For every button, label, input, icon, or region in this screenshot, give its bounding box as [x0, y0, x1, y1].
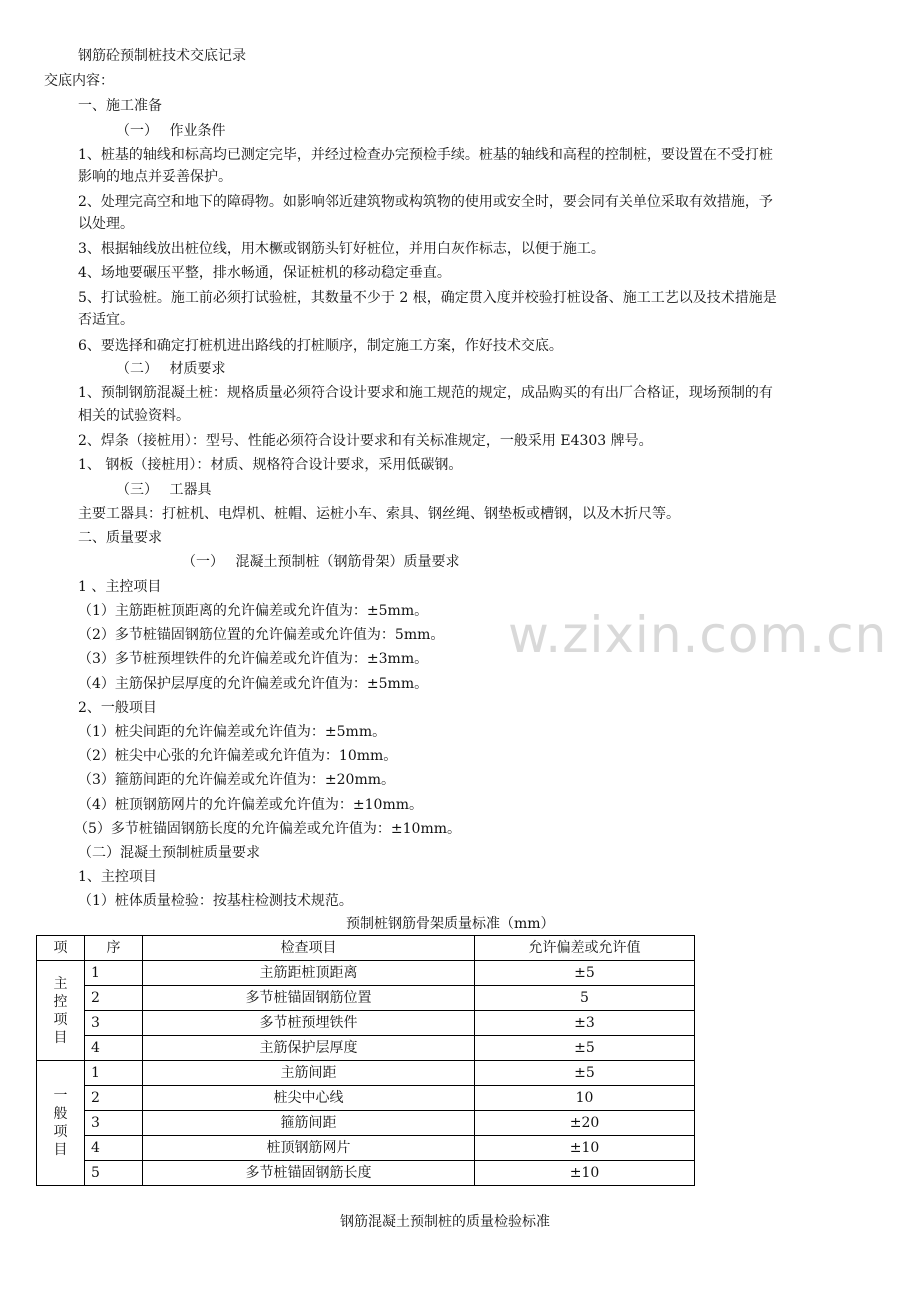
table-caption: 预制桩钢筋骨架质量标准（mm）	[346, 916, 555, 932]
text-line: 1、主控项目	[78, 869, 157, 885]
item-cell: 箍筋间距	[143, 1111, 475, 1136]
seq-cell: 3	[85, 1111, 143, 1136]
item-cell: 多节桩预埋铁件	[143, 1011, 475, 1036]
table-row	[37, 1011, 695, 1036]
text-line: （3）箍筋间距的允许偏差或允许值为：±20mm。	[78, 772, 396, 788]
text-line: 1、桩基的轴线和标高均已测定完毕，并经过检查办完预检手续。桩基的轴线和高程的控制桩，要设置在不受打桩	[78, 147, 773, 163]
seq-cell: 1	[85, 961, 143, 986]
text-line: （5）多节桩锚固钢筋长度的允许偏差或允许值为：±10mm。	[74, 821, 462, 837]
table-row	[37, 1036, 695, 1061]
value-cell: ±10	[475, 1161, 695, 1186]
text-line: 1、 钢板（接桩用）：材质、规格符合设计要求，采用低碳钢。	[78, 457, 463, 473]
text-line: 1 、主控项目	[78, 579, 162, 595]
table-row	[37, 986, 695, 1011]
text-line: （1）桩尖间距的允许偏差或允许值为：±5mm。	[78, 724, 387, 740]
text-line: 2、处理完高空和地下的障碍物。如影响邻近建筑物或构筑物的使用或安全时，要会同有关单位采取有效措施，予	[78, 194, 773, 210]
text-line: 2、一般项目	[78, 700, 157, 716]
value-cell: ±5	[475, 1061, 695, 1086]
text-line: 主要工器具：打桩机、电焊机、桩帽、运桩小车、索具、钢丝绳、钢垫板或槽钢，以及木折尺等。	[78, 506, 680, 522]
text-line: 6、要选择和确定打桩机进出路线的打桩顺序，制定施工方案，作好技术交底。	[78, 338, 563, 354]
group-cell-general	[37, 1061, 85, 1186]
item-cell: 桩尖中心线	[143, 1086, 475, 1111]
table-row	[37, 961, 695, 986]
header-value: 允许偏差或允许值	[475, 936, 695, 961]
text-line: 否适宜。	[78, 312, 134, 328]
subsection-heading: （二）混凝土预制桩质量要求	[78, 845, 260, 861]
item-cell: 多节桩锚固钢筋位置	[143, 986, 475, 1011]
footer-title: 钢筋混凝土预制桩的质量检验标准	[340, 1214, 550, 1230]
subsection-heading: （二） 材质要求	[116, 361, 226, 377]
watermark: w.zixin.com.cn	[508, 606, 888, 664]
value-cell: 10	[475, 1086, 695, 1111]
subsection-heading: （一） 作业条件	[116, 123, 226, 139]
header-seq: 序	[85, 936, 143, 961]
table-row	[37, 1086, 695, 1111]
seq-cell: 2	[85, 1086, 143, 1111]
table-row	[37, 1161, 695, 1186]
item-cell: 主筋保护层厚度	[143, 1036, 475, 1061]
seq-cell: 3	[85, 1011, 143, 1036]
text-line: （4）桩顶钢筋网片的允许偏差或允许值为：±10mm。	[78, 797, 424, 813]
text-line: （2）桩尖中心张的允许偏差或允许值为：10mm。	[78, 748, 398, 764]
value-cell: 5	[475, 986, 695, 1011]
text-line: 以处理。	[78, 216, 134, 232]
header-item: 检查项目	[143, 936, 475, 961]
section-heading: 二、质量要求	[78, 530, 162, 546]
table-row	[37, 1136, 695, 1161]
table-header-row	[37, 936, 695, 961]
item-cell: 多节桩锚固钢筋长度	[143, 1161, 475, 1186]
text-line: （1）桩体质量检验：按基柱检测技术规范。	[78, 893, 353, 909]
text-line: 4、场地要碾压平整，排水畅通，保证桩机的移动稳定垂直。	[78, 265, 451, 281]
item-cell: 桩顶钢筋网片	[143, 1136, 475, 1161]
header-category: 项	[37, 936, 85, 961]
document-title: 钢筋砼预制桩技术交底记录	[78, 48, 246, 64]
quality-standard-table	[36, 935, 695, 1186]
group-cell-main	[37, 961, 85, 1061]
subsection-heading: （三） 工器具	[116, 482, 212, 498]
text-line: （1）主筋距桩顶距离的允许偏差或允许值为：±5mm。	[78, 603, 429, 619]
subsection-heading: （一） 混凝土预制桩（钢筋骨架）质量要求	[182, 554, 460, 570]
section-heading: 一、施工准备	[78, 98, 162, 114]
text-line: 1、预制钢筋混凝土桩：规格质量必须符合设计要求和施工规范的规定，成品购买的有出厂合格证，现场预制的有	[78, 385, 773, 401]
seq-cell: 5	[85, 1161, 143, 1186]
text-line: 2、焊条（接桩用）：型号、性能必须符合设计要求和有关标准规定，一般采用 E4303 牌号。	[78, 433, 653, 449]
text-line: 3、根据轴线放出桩位线，用木橛或钢筋头钉好桩位，并用白灰作标志，以便于施工。	[78, 241, 605, 257]
value-cell: ±3	[475, 1011, 695, 1036]
group-label: 主控项目	[53, 975, 68, 1046]
seq-cell: 4	[85, 1136, 143, 1161]
value-cell: ±5	[475, 961, 695, 986]
item-cell: 主筋距桩顶距离	[143, 961, 475, 986]
text-line: （3）多节桩预埋铁件的允许偏差或允许值为：±3mm。	[78, 651, 429, 667]
seq-cell: 1	[85, 1061, 143, 1086]
value-cell: ±5	[475, 1036, 695, 1061]
value-cell: ±10	[475, 1136, 695, 1161]
text-line: 影响的地点并妥善保护。	[78, 169, 232, 185]
text-line: 交底内容：	[44, 73, 114, 89]
seq-cell: 4	[85, 1036, 143, 1061]
table-row	[37, 1111, 695, 1136]
value-cell: ±20	[475, 1111, 695, 1136]
text-line: （4）主筋保护层厚度的允许偏差或允许值为：±5mm。	[78, 676, 429, 692]
text-line: （2）多节桩锚固钢筋位置的允许偏差或允许值为：5mm。	[78, 627, 445, 643]
text-line: 相关的试验资料。	[78, 408, 190, 424]
group-label: 一般项目	[53, 1088, 68, 1158]
item-cell: 主筋间距	[143, 1061, 475, 1086]
seq-cell: 2	[85, 986, 143, 1011]
text-line: 5、打试验桩。施工前必须打试验桩，其数量不少于 2 根，确定贯入度并校验打桩设备、施工工艺以及技术措施是	[78, 290, 777, 306]
table-row	[37, 1061, 695, 1086]
